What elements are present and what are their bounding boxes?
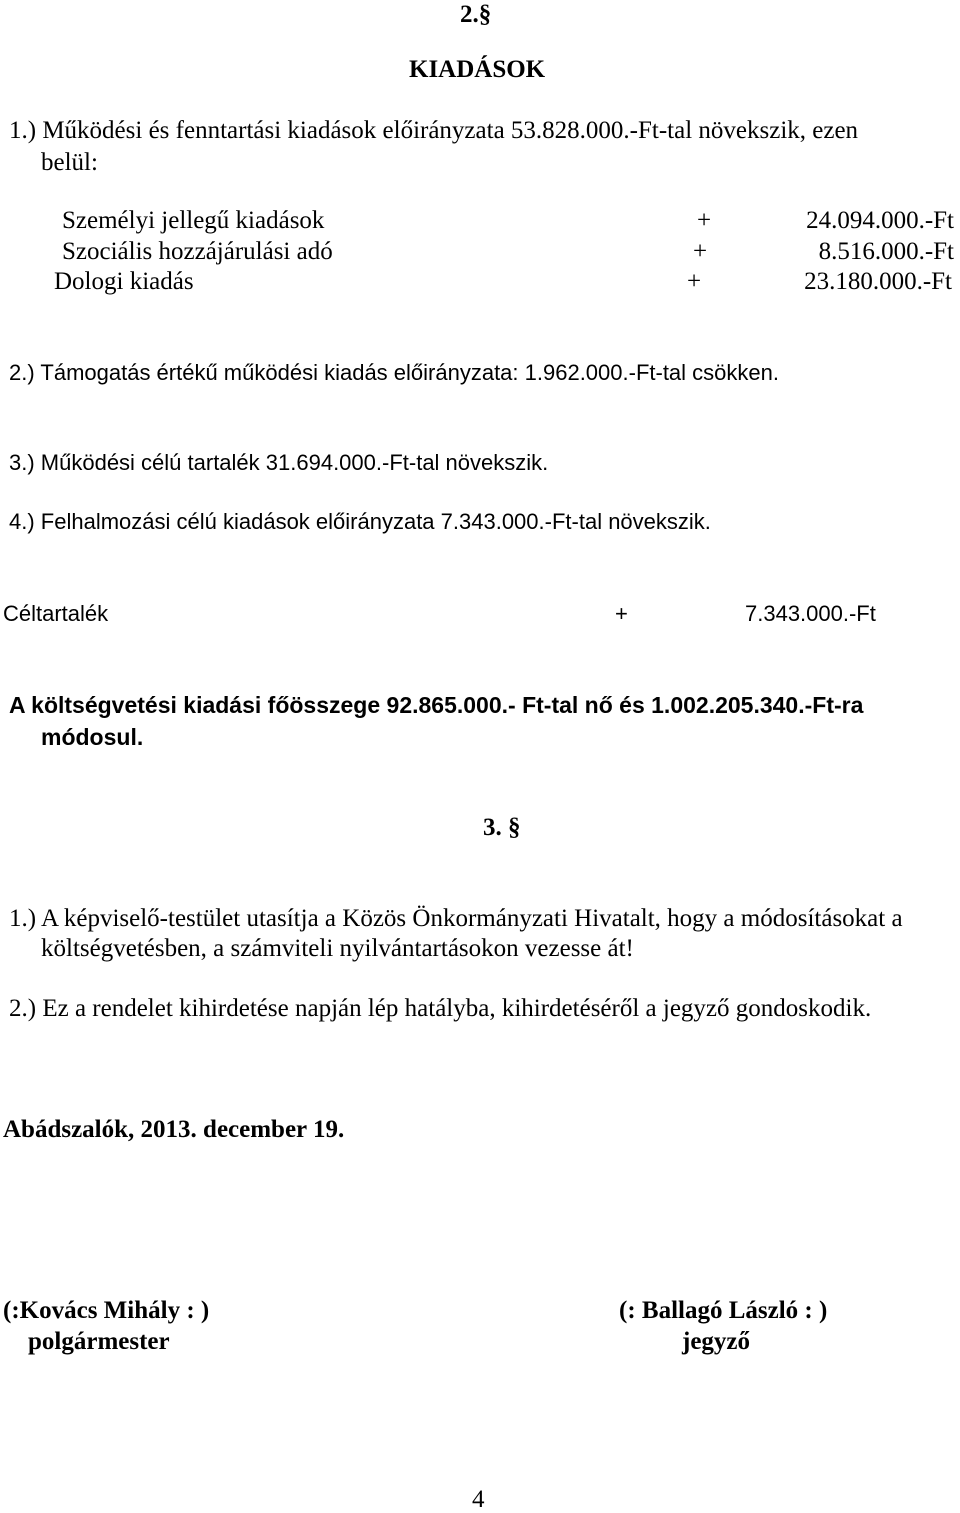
item4-text: 4.) Felhalmozási célú kiadások előirányzata 7.343.000.-Ft-tal növekszik. [9, 509, 711, 534]
breakdown-label: Dologi kiadás [54, 268, 194, 295]
total-text-line1: A költségvetési kiadási főösszege 92.865.000.- Ft-tal nő és 1.002.205.340.-Ft-ra [9, 692, 864, 718]
breakdown-amount: 24.094.000.-Ft [806, 207, 954, 234]
signature-right-title: jegyző [682, 1328, 751, 1355]
section3-item1-line2: költségvetésben, a számviteli nyilvántartásokon vezesse át! [41, 935, 634, 962]
section-3-number: 3. § [483, 814, 521, 841]
celtartalek-label: Céltartalék [3, 601, 109, 626]
item1-text-line2: belül: [41, 149, 98, 176]
section3-item1-line1: 1.) A képviselő-testület utasítja a Közös Önkormányzati Hivatalt, hogy a módosításokat a [9, 905, 903, 932]
place-date: Abádszalók, 2013. december 19. [3, 1116, 345, 1143]
breakdown-amount: 23.180.000.-Ft [804, 268, 952, 295]
celtartalek-amount: 7.343.000.-Ft [745, 601, 876, 626]
item3-text: 3.) Működési célú tartalék 31.694.000.-Ft-tal növekszik. [9, 450, 549, 475]
page-number: 4 [472, 1486, 485, 1513]
breakdown-amount: 8.516.000.-Ft [818, 238, 954, 265]
signature-right-name: (: Ballagó László : ) [619, 1297, 828, 1324]
item2-text: 2.) Támogatás értékű működési kiadás előirányzata: 1.962.000.-Ft-tal csökken. [9, 360, 779, 385]
signature-left-name: (:Kovács Mihály : ) [3, 1297, 210, 1324]
breakdown-sign: + [693, 238, 708, 265]
total-text-line2: módosul. [41, 724, 144, 750]
breakdown-label: Szociális hozzájárulási adó [62, 238, 333, 265]
breakdown-label: Személyi jellegű kiadások [62, 207, 325, 234]
celtartalek-sign: + [615, 601, 628, 626]
signature-left-title: polgármester [28, 1328, 170, 1355]
section-2-number: 2.§ [460, 1, 492, 28]
section-heading-kiadasok: KIADÁSOK [409, 56, 546, 83]
breakdown-sign: + [697, 207, 712, 234]
item1-text-line1: 1.) Működési és fenntartási kiadások előirányzata 53.828.000.-Ft-tal növekszik, ezen [9, 117, 859, 144]
section3-item2: 2.) Ez a rendelet kihirdetése napján lép hatályba, kihirdetéséről a jegyző gondoskodik. [9, 995, 872, 1022]
breakdown-sign: + [687, 268, 702, 295]
